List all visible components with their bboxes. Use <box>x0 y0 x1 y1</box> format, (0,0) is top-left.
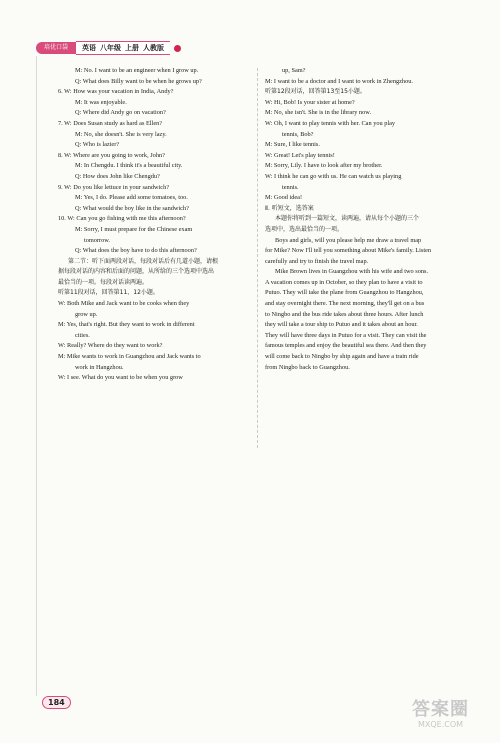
grade-label: 八年级 <box>100 44 122 52</box>
text-line: M: Sure, I like tennis. <box>265 141 320 149</box>
text-line: to Ningbo and the bus ride takes about three hours. After lunch <box>265 310 424 318</box>
text-line: from Ningbo back to Guangzhou. <box>265 363 350 371</box>
text-line: 7. W: Does Susan study as hard as Ellen? <box>58 119 163 127</box>
text-line: 听第11段对话，回答第11、12小题。 <box>58 289 159 297</box>
text-line: for Mike? Now I'll tell you something about Mike's family. Listen <box>265 247 432 255</box>
text-line: M: No, she doesn't. She is very lazy. <box>75 130 167 138</box>
text-line: M: Yes, that's right. But they want to work in different <box>58 321 195 329</box>
text-line: will come back to Ningbo by ship again and have a train ride <box>265 353 419 361</box>
text-line: M: No, she isn't. She is in the library now. <box>265 109 372 117</box>
text-line: 选项中，选出最恰当的一项。 <box>265 225 344 233</box>
text-line: 8. W: Where are you going to work, John? <box>58 151 165 159</box>
text-line: 据每段对话的内容和后面的问题，从所给的三个选项中选出 <box>58 268 215 276</box>
subject-label: 英语 <box>82 44 97 52</box>
text-line: M: It was enjoyable. <box>75 98 127 106</box>
text-line: Q: Who is lazier? <box>75 141 120 149</box>
text-line: Putuo. They will take the plane from Guangzhou to Hangzhou, <box>265 289 424 297</box>
text-line: M: Sorry, I must prepare for the Chinese exam <box>75 225 193 233</box>
edition-label: 人教版 <box>143 44 165 52</box>
text-line: They will have three days in Putuo for a visit. They can visit the <box>265 331 427 339</box>
text-line: A vacation comes up in October, so they plan to have a visit to <box>265 278 423 286</box>
text-line: M: Mike wants to work in Guangzhou and Jack wants to <box>58 353 201 361</box>
text-line: and stay overnight there. The next morning, they'll get on a bus <box>265 300 425 308</box>
text-line: M: Yes, I do. Please add some tomatoes, too. <box>75 194 188 202</box>
text-line: Boys and girls, will you please help me draw a travel map <box>275 236 422 244</box>
text-line: 本题你将听到一篇短文，读两遍，请从每个小题的三个 <box>275 215 420 223</box>
text-line: W: Hi, Bob! Is your sister at home? <box>265 98 355 106</box>
text-line: M: I want to be a doctor and I want to work in Zhengzhou. <box>265 77 413 85</box>
text-line: 10. W: Can you go fishing with me this afternoon? <box>58 215 186 223</box>
text-line: famous temples and enjoy the beautiful sea there. And then they <box>265 342 427 350</box>
text-line: M: In Chengdu. I think it's a beautiful city. <box>75 162 183 170</box>
text-line: Q: What does Billy want to be when he grows up? <box>75 77 202 85</box>
text-line: M: No. I want to be an engineer when I grow up. <box>75 67 199 74</box>
column-divider <box>257 68 258 448</box>
text-line: W: Oh, I want to play tennis with her. Can you play <box>265 119 396 127</box>
text-line: Mike Brown lives in Guangzhou with his wife and two sons. <box>275 268 429 276</box>
text-line: Q: What would the boy like in the sandwich? <box>75 204 189 212</box>
watermark-url: MXQE.COM <box>417 720 464 729</box>
term-label: 上册 <box>125 44 140 52</box>
watermark-text: 答案圈 <box>412 699 469 720</box>
text-line: M: Sorry, Lily. I have to look after my brother. <box>265 162 383 170</box>
series-brand: 培优口袋 <box>36 42 76 54</box>
text-line: Ⅱ. 听短文，选答案 <box>265 204 314 212</box>
text-line: Q: What does the boy have to do this afternoon? <box>75 247 197 255</box>
text-line: 最恰当的一项。每段对话读两遍。 <box>58 278 149 286</box>
text-line: Q: How does John like Chengdu? <box>75 172 160 180</box>
text-line: W: I see. What do you want to be when you grow <box>58 374 183 382</box>
text-line: W: Great! Let's play tennis! <box>265 151 335 159</box>
text-line: 9. W: Do you like lettuce in your sandwich? <box>58 183 170 191</box>
text-line: W: Really? Where do they want to work? <box>58 342 163 350</box>
header-dot-icon <box>174 45 181 52</box>
text-line: grow up. <box>75 310 98 318</box>
text-line: 听第12段对话，回答第13至15小题。 <box>265 88 366 96</box>
text-line: work in Hangzhou. <box>75 363 124 371</box>
text-line: cities. <box>75 331 90 339</box>
right-column <box>265 66 471 373</box>
text-line: up, Sam? <box>282 67 306 74</box>
page-number: 184 <box>42 696 71 709</box>
book-info <box>76 41 170 55</box>
text-line: tennis, Bob? <box>282 130 314 138</box>
text-line: tomorrow. <box>84 236 110 244</box>
text-line: tennis. <box>282 183 299 191</box>
watermark-logo <box>393 700 488 736</box>
text-line: they will take a tour ship to Putuo and it takes about an hour. <box>265 321 418 329</box>
page-header <box>36 40 266 56</box>
text-line: M: Good idea! <box>265 194 303 202</box>
text-line: carefully and try to finish the travel map. <box>265 257 369 265</box>
text-line: W: Both Mike and Jack want to be cooks when they <box>58 300 190 308</box>
text-line: W: I think he can go with us. He can watch us playing <box>265 172 402 180</box>
text-line: 6. W: How was your vacation in India, Andy? <box>58 88 174 96</box>
text-line: Q: Where did Andy go on vacation? <box>75 109 166 117</box>
margin-rule <box>36 56 37 696</box>
left-column <box>58 66 254 384</box>
text-line: 第二节：听下面两段对话，每段对话后有几道小题，请根 <box>68 257 219 265</box>
